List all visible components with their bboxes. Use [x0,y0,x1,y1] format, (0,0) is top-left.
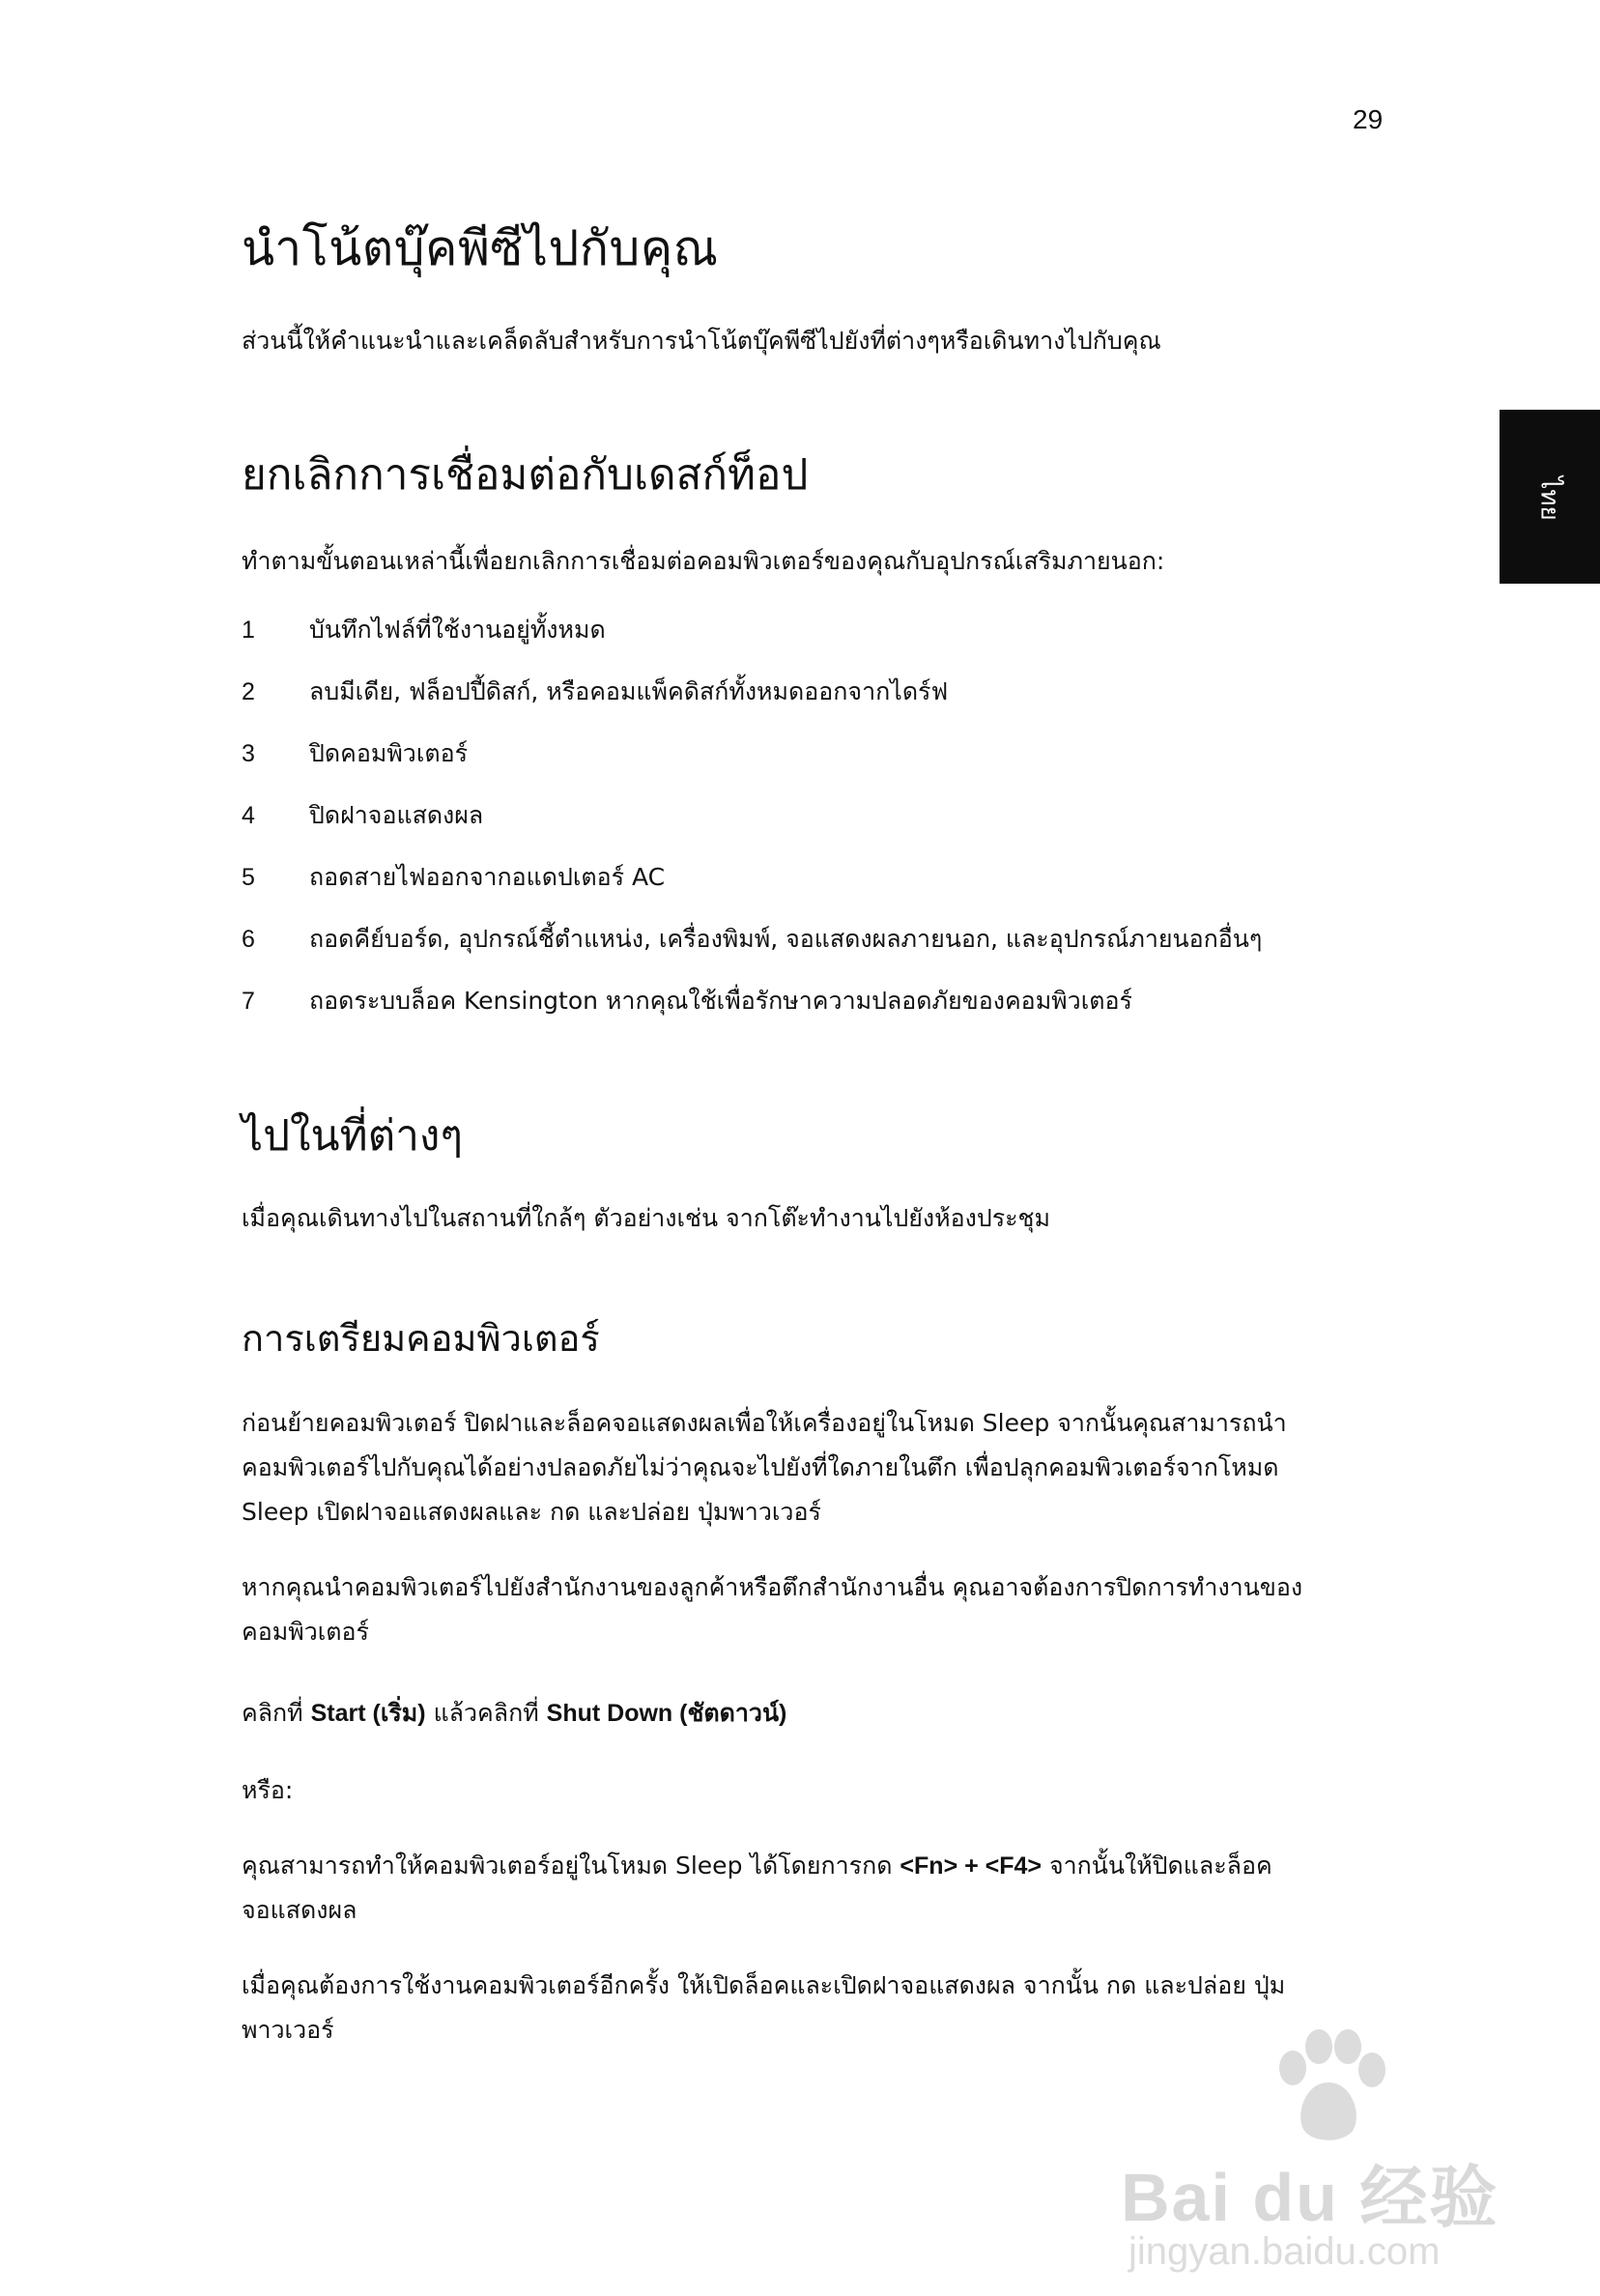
list-item [242,970,1353,1032]
start-label: Start (เริ่ม) [310,1700,426,1727]
disconnect-lead: ทำตามขั้นตอนเหล่านี้เพื่อยกเลิกการเชื่อมต่อคอมพิวเตอร์ของคุณกับอุปกรณ์เสริมภายนอก: [242,547,1165,575]
list-item [242,785,1353,847]
or-text: หรือ: [242,1776,294,1804]
step-text: ปิดฝาจอแสดงผล [309,801,484,829]
paw-icon [1266,2029,1391,2145]
step-number: 3 [242,739,255,767]
shutdown-mid: แล้วคลิกที่ [425,1699,547,1727]
prepare-paragraph-1: ก่อนย้ายคอมพิวเตอร์ ปิดฝาและล็อคจอแสดงผลเพื่อให้เครื่องอยู่ในโหมด Sleep จากนั้นคุณสามารถนำคอมพิวเตอร์ไปกับคุณได้อย่างปลอดภัยไม่ว่าคุณจะไปยังที่ใดภายในตึก เพื่อปลุกคอมพิวเตอร์จากโหมด Sleep เปิดฝาจอแสดงผลและ กด และปล่อย ปุ่มพาวเวอร์ [242,1409,1287,1526]
disconnect-steps-list [242,599,1353,1032]
step-number: 2 [242,677,255,705]
list-item [242,723,1353,785]
list-item [242,908,1353,970]
baidu-watermark [1121,2029,1527,2281]
step-number: 5 [242,863,255,891]
watermark-brand: Bai du 经验 [1121,2160,1500,2235]
sleep-post: จากนั้นให้ปิดและล็อคจอแสดงผล [242,1851,1272,1924]
step-number: 4 [242,801,255,829]
page-title: นำโน้ตบุ๊คพีซีไปกับคุณ [242,220,719,276]
shutdown-pre: คลิกที่ [242,1699,311,1727]
shutdown-instruction [242,1691,1314,1736]
step-number: 7 [242,987,255,1015]
section-heading-moving: ไปในที่ต่างๆ [242,1111,464,1161]
sleep-pre: คุณสามารถทำให้คอมพิวเตอร์อยู่ในโหมด Sleep ได้โดยการกด [242,1851,900,1880]
page-number: 29 [1353,104,1384,134]
section-heading-disconnect: ยกเลิกการเชื่อมต่อกับเดสก์ท็อป [242,450,809,500]
sleep-keys: <Fn> + <F4> [900,1852,1043,1880]
language-tab-label: ไทย [1534,476,1564,521]
sleep-instruction [242,1844,1314,1933]
language-tab [1500,410,1600,584]
step-text: ลบมีเดีย, ฟล็อปปี้ดิสก์, หรือคอมแพ็คดิสก์ทั้งหมดออกจากไดร์ฟ [309,677,949,705]
list-item [242,599,1353,661]
shutdown-label: Shut Down (ชัตดาวน์) [546,1700,787,1727]
step-text: ถอดสายไฟออกจากอแดปเตอร์ AC [309,863,666,891]
watermark-url: jingyan.baidu.com [1129,2230,1441,2273]
step-text: บันทึกไฟล์ที่ใช้งานอยู่ทั้งหมด [309,616,606,644]
step-text: ถอดคีย์บอร์ด, อุปกรณ์ชี้ตำแหน่ง, เครื่องพิมพ์, จอแสดงผลภายนอก, และอุปกรณ์ภายนอกอื่นๆ [309,925,1263,953]
section-heading-prepare: การเตรียมคอมพิวเตอร์ [242,1317,600,1360]
resume-paragraph: เมื่อคุณต้องการใช้งานคอมพิวเตอร์อีกครั้ง ให้เปิดล็อคและเปิดฝาจอแสดงผล จากนั้น กด และปล่อย ปุ่มพาวเวอร์ [242,1971,1286,2044]
step-text: ปิดคอมพิวเตอร์ [309,739,469,767]
step-number: 1 [242,616,255,644]
step-number: 6 [242,925,255,953]
list-item [242,847,1353,908]
list-item [242,661,1353,723]
prepare-paragraph-2: หากคุณนำคอมพิวเตอร์ไปยังสำนักงานของลูกค้าหรือตึกสำนักงานอื่น คุณอาจต้องการปิดการทำงานของคอมพิวเตอร์ [242,1573,1303,1646]
step-text: ถอดระบบล็อค Kensington หากคุณใช้เพื่อรักษาความปลอดภัยของคอมพิวเตอร์ [309,987,1132,1015]
moving-lead: เมื่อคุณเดินทางไปในสถานที่ใกล้ๆ ตัวอย่างเช่น จากโต๊ะทำงานไปยังห้องประชุม [242,1204,1050,1232]
intro-paragraph: ส่วนนี้ให้คำแนะนำและเคล็ดลับสำหรับการนำโน้ตบุ๊คพีซีไปยังที่ต่างๆหรือเดินทางไปกับคุณ [242,327,1161,355]
